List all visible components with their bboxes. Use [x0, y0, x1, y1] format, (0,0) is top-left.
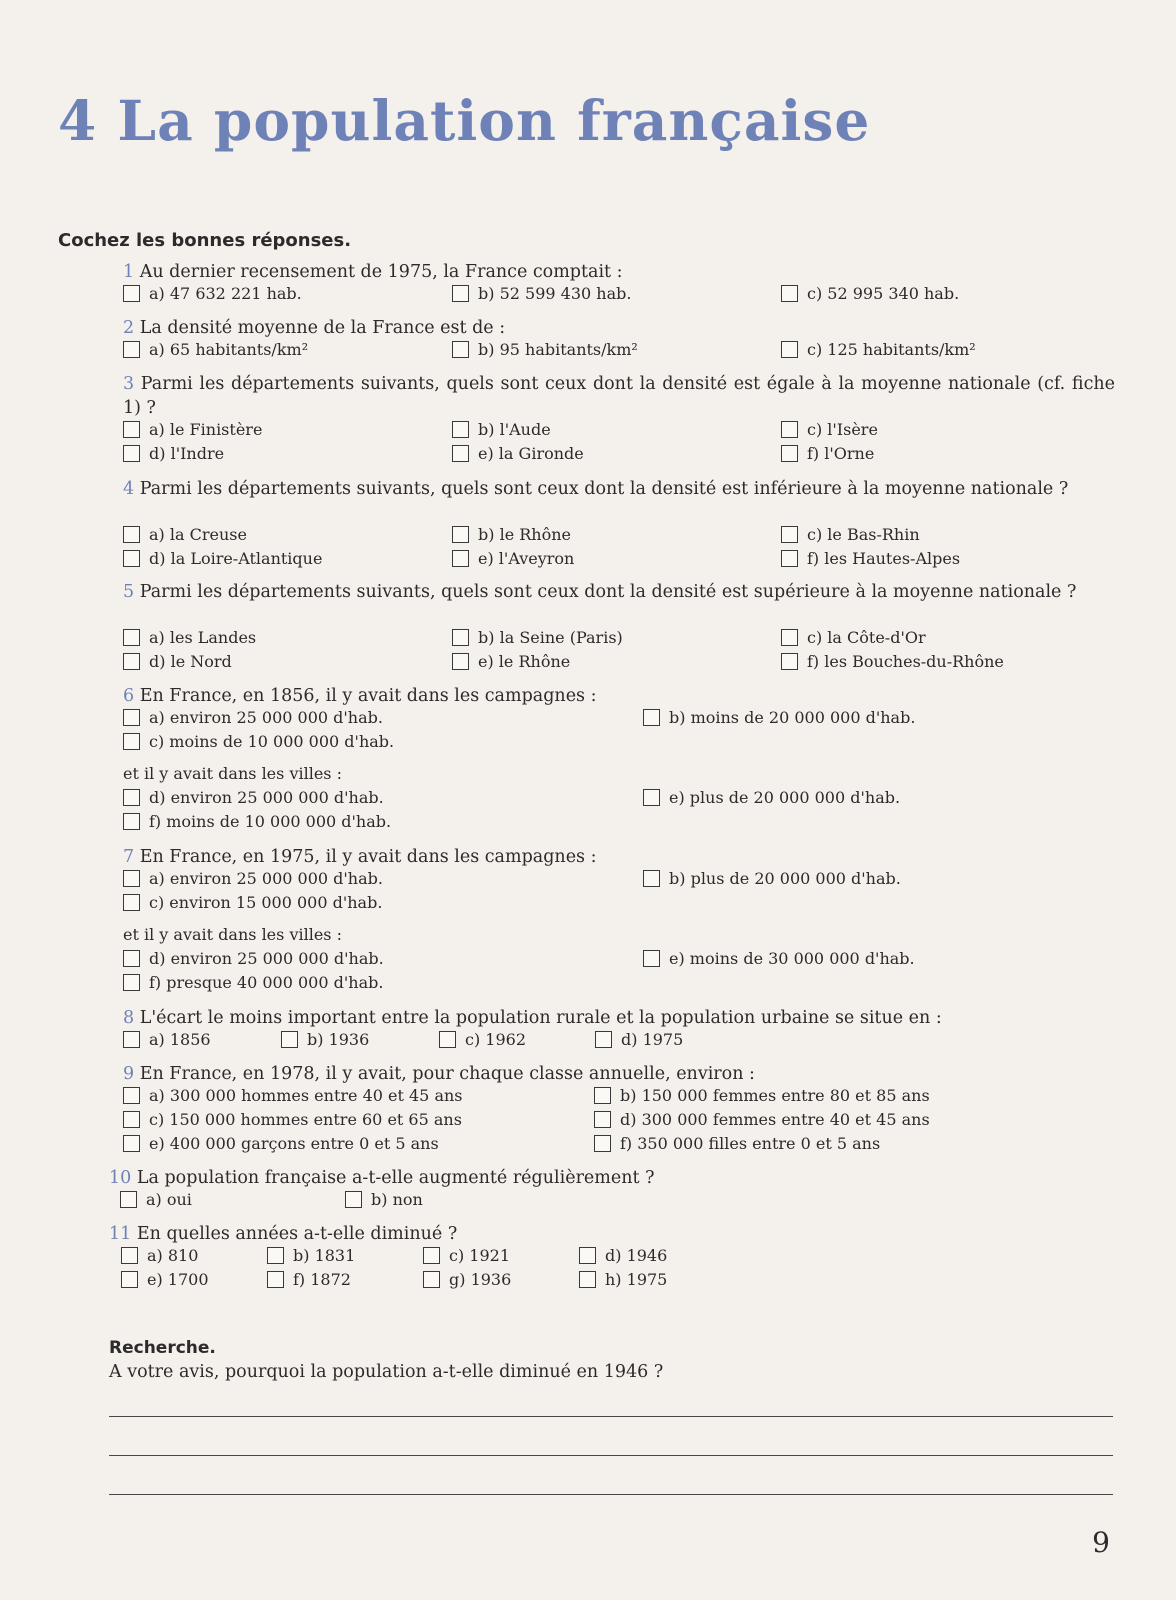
answer-option[interactable]: [121, 1246, 198, 1265]
question-number: 7: [123, 847, 135, 867]
answer-option[interactable]: [594, 1086, 930, 1105]
answer-option[interactable]: [123, 893, 382, 912]
checkbox[interactable]: [781, 526, 798, 543]
option-label: d) le Nord: [149, 652, 232, 671]
answer-option[interactable]: [643, 869, 901, 888]
option-label: f) les Hautes-Alpes: [807, 549, 961, 568]
checkbox[interactable]: [123, 653, 140, 670]
checkbox[interactable]: [123, 341, 140, 358]
answer-option[interactable]: [594, 1110, 930, 1129]
checkbox[interactable]: [594, 1135, 611, 1152]
answer-option[interactable]: [123, 549, 322, 568]
question-text: 4 Parmi les départements suivants, quels sont ceux dont la densité est inférieure à la moyenne nationale ?: [123, 479, 1069, 499]
option-label: h) 1975: [605, 1270, 668, 1289]
answer-option[interactable]: [781, 340, 976, 359]
option-label: c) 52 995 340 hab.: [807, 284, 960, 303]
answer-option[interactable]: [123, 1134, 439, 1153]
checkbox[interactable]: [452, 550, 469, 567]
checkbox[interactable]: [345, 1191, 362, 1208]
checkbox[interactable]: [595, 1031, 612, 1048]
checkbox[interactable]: [643, 789, 660, 806]
option-label: d) environ 25 000 000 d'hab.: [149, 949, 384, 968]
answer-option[interactable]: [345, 1190, 423, 1209]
checkbox[interactable]: [123, 709, 140, 726]
checkbox[interactable]: [643, 870, 660, 887]
question-number: 4: [123, 479, 135, 499]
answer-option[interactable]: [281, 1030, 369, 1049]
question-subtext: et il y avait dans les villes :: [123, 925, 342, 944]
option-label: d) 300 000 femmes entre 40 et 45 ans: [620, 1110, 930, 1129]
checkbox[interactable]: [781, 629, 798, 646]
answer-option[interactable]: [579, 1246, 667, 1265]
answer-option[interactable]: [123, 1110, 462, 1129]
answer-option[interactable]: [123, 420, 262, 439]
question-number: 6: [123, 686, 135, 706]
question-text: 6 En France, en 1856, il y avait dans les campagnes :: [123, 686, 597, 706]
option-label: a) environ 25 000 000 d'hab.: [149, 708, 383, 727]
answer-option[interactable]: [123, 1086, 463, 1105]
answer-option[interactable]: [267, 1246, 355, 1265]
option-label: e) 1700: [147, 1270, 209, 1289]
option-label: b) le Rhône: [478, 525, 571, 544]
option-label: a) oui: [146, 1190, 192, 1209]
option-label: c) 1921: [449, 1246, 511, 1265]
option-label: g) 1936: [449, 1270, 512, 1289]
option-label: a) 300 000 hommes entre 40 et 45 ans: [149, 1086, 463, 1105]
answer-option[interactable]: [123, 949, 384, 968]
checkbox[interactable]: [643, 950, 660, 967]
option-label: d) la Loire-Atlantique: [149, 549, 323, 568]
answer-option[interactable]: [643, 788, 900, 807]
checkbox[interactable]: [579, 1271, 596, 1288]
answer-option[interactable]: [123, 973, 383, 992]
answer-option[interactable]: [123, 1030, 211, 1049]
checkbox[interactable]: [123, 870, 140, 887]
option-label: f) les Bouches-du-Rhône: [807, 652, 1004, 671]
option-label: f) moins de 10 000 000 d'hab.: [149, 812, 392, 831]
answer-option[interactable]: [123, 788, 384, 807]
answer-option[interactable]: [267, 1270, 351, 1289]
answer-option[interactable]: [643, 949, 915, 968]
checkbox[interactable]: [452, 445, 469, 462]
question-number: 1: [123, 262, 135, 282]
answer-option[interactable]: [452, 652, 570, 671]
checkbox[interactable]: [123, 950, 140, 967]
checkbox[interactable]: [452, 341, 469, 358]
question-number: 8: [123, 1008, 135, 1028]
option-label: e) l'Aveyron: [478, 549, 575, 568]
answer-line[interactable]: [109, 1416, 1113, 1417]
checkbox[interactable]: [123, 1031, 140, 1048]
checkbox[interactable]: [452, 653, 469, 670]
checkbox[interactable]: [281, 1031, 298, 1048]
option-label: b) 150 000 femmes entre 80 et 85 ans: [620, 1086, 930, 1105]
answer-option[interactable]: [452, 549, 574, 568]
checkbox[interactable]: [123, 789, 140, 806]
question-text: 7 En France, en 1975, il y avait dans les campagnes :: [123, 847, 597, 867]
option-label: b) la Seine (Paris): [478, 628, 623, 647]
answer-option[interactable]: [423, 1270, 511, 1289]
option-label: f) presque 40 000 000 d'hab.: [149, 973, 384, 992]
option-label: d) l'Indre: [149, 444, 225, 463]
answer-line[interactable]: [109, 1494, 1113, 1495]
answer-option[interactable]: [452, 525, 571, 544]
answer-option[interactable]: [123, 525, 247, 544]
checkbox[interactable]: [452, 285, 469, 302]
option-label: c) l'Isère: [807, 420, 878, 439]
option-label: a) 1856: [149, 1030, 211, 1049]
answer-option[interactable]: [781, 284, 959, 303]
question-text: 3 Parmi les départements suivants, quels sont ceux dont la densité est égale à la moyenne nationale (cf. fiche 1) ?: [123, 374, 1115, 418]
question-text: 2 La densité moyenne de la France est de :: [123, 318, 506, 338]
checkbox[interactable]: [123, 550, 140, 567]
question-number: 3: [123, 374, 135, 394]
checkbox[interactable]: [643, 709, 660, 726]
checkbox[interactable]: [781, 421, 798, 438]
checkbox[interactable]: [452, 526, 469, 543]
checkbox[interactable]: [594, 1111, 611, 1128]
question-text: 1 Au dernier recensement de 1975, la France comptait :: [123, 262, 623, 282]
option-label: a) 810: [147, 1246, 199, 1265]
option-label: d) environ 25 000 000 d'hab.: [149, 788, 384, 807]
question-subtext: et il y avait dans les villes :: [123, 764, 342, 783]
answer-option[interactable]: [123, 628, 256, 647]
question-text: 8 L'écart le moins important entre la population rurale et la population urbaine se situe en :: [123, 1008, 942, 1028]
option-label: a) environ 25 000 000 d'hab.: [149, 869, 383, 888]
checkbox[interactable]: [594, 1087, 611, 1104]
checkbox[interactable]: [123, 1135, 140, 1152]
answer-option[interactable]: [579, 1270, 667, 1289]
answer-option[interactable]: [452, 628, 623, 647]
checkbox[interactable]: [123, 1087, 140, 1104]
checkbox[interactable]: [123, 1111, 140, 1128]
answer-option[interactable]: [123, 869, 383, 888]
checkbox[interactable]: [423, 1247, 440, 1264]
answer-option[interactable]: [781, 525, 920, 544]
option-label: b) 95 habitants/km²: [478, 340, 638, 359]
option-label: d) 1946: [605, 1246, 668, 1265]
answer-option[interactable]: [781, 652, 1004, 671]
option-label: b) plus de 20 000 000 d'hab.: [669, 869, 901, 888]
checkbox[interactable]: [123, 445, 140, 462]
question-text: 9 En France, en 1978, il y avait, pour chaque classe annuelle, environ :: [123, 1064, 755, 1084]
checkbox[interactable]: [452, 629, 469, 646]
option-label: c) 150 000 hommes entre 60 et 65 ans: [149, 1110, 462, 1129]
checkbox[interactable]: [123, 813, 140, 830]
option-label: c) 1962: [465, 1030, 527, 1049]
question-number: 9: [123, 1064, 135, 1084]
answer-option[interactable]: [781, 628, 926, 647]
checkbox[interactable]: [121, 1271, 138, 1288]
answer-option[interactable]: [781, 549, 960, 568]
answer-option[interactable]: [781, 420, 878, 439]
option-label: c) environ 15 000 000 d'hab.: [149, 893, 383, 912]
checkbox[interactable]: [452, 421, 469, 438]
answer-option[interactable]: [452, 420, 551, 439]
answer-option[interactable]: [123, 732, 394, 751]
answer-option[interactable]: [423, 1246, 510, 1265]
option-label: b) 1936: [307, 1030, 370, 1049]
answer-option[interactable]: [123, 284, 302, 303]
checkbox[interactable]: [120, 1191, 137, 1208]
answer-option[interactable]: [595, 1030, 683, 1049]
option-label: f) 350 000 filles entre 0 et 5 ans: [620, 1134, 881, 1153]
option-label: a) la Creuse: [149, 525, 247, 544]
question-number: 11: [109, 1224, 132, 1244]
option-label: b) 52 599 430 hab.: [478, 284, 632, 303]
answer-option[interactable]: [120, 1190, 192, 1209]
checkbox[interactable]: [579, 1247, 596, 1264]
option-label: b) non: [371, 1190, 423, 1209]
checkbox[interactable]: [781, 445, 798, 462]
checkbox[interactable]: [121, 1247, 138, 1264]
checkbox[interactable]: [123, 421, 140, 438]
checkbox[interactable]: [423, 1271, 440, 1288]
page-number: 9: [1092, 1526, 1110, 1559]
option-label: d) 1975: [621, 1030, 684, 1049]
checkbox[interactable]: [123, 526, 140, 543]
option-label: b) moins de 20 000 000 d'hab.: [669, 708, 916, 727]
option-label: e) plus de 20 000 000 d'hab.: [669, 788, 901, 807]
question-text: 11 En quelles années a-t-elle diminué ?: [109, 1224, 458, 1244]
option-label: b) l'Aude: [478, 420, 551, 439]
option-label: b) 1831: [293, 1246, 356, 1265]
option-label: a) 65 habitants/km²: [149, 340, 309, 359]
option-label: a) 47 632 221 hab.: [149, 284, 302, 303]
option-label: c) moins de 10 000 000 d'hab.: [149, 732, 395, 751]
checkbox[interactable]: [781, 341, 798, 358]
checkbox[interactable]: [123, 629, 140, 646]
answer-option[interactable]: [452, 340, 638, 359]
answer-option[interactable]: [452, 284, 631, 303]
answer-option[interactable]: [123, 340, 308, 359]
option-label: e) la Gironde: [478, 444, 584, 463]
option-label: f) l'Orne: [807, 444, 875, 463]
option-label: a) les Landes: [149, 628, 257, 647]
option-label: c) 125 habitants/km²: [807, 340, 976, 359]
checkbox[interactable]: [267, 1247, 284, 1264]
recherche-title: Recherche.: [109, 1338, 216, 1358]
checkbox[interactable]: [781, 653, 798, 670]
answer-line[interactable]: [109, 1455, 1113, 1456]
checkbox[interactable]: [267, 1271, 284, 1288]
answer-option[interactable]: [123, 652, 232, 671]
question-number: 5: [123, 582, 135, 602]
answer-option[interactable]: [594, 1134, 880, 1153]
checkbox[interactable]: [123, 733, 140, 750]
question-text: 10 La population française a-t-elle augmenté régulièrement ?: [109, 1168, 655, 1188]
answer-option[interactable]: [439, 1030, 526, 1049]
option-label: e) 400 000 garçons entre 0 et 5 ans: [149, 1134, 439, 1153]
answer-option[interactable]: [123, 812, 391, 831]
question-number: 2: [123, 318, 135, 338]
recherche-question: A votre avis, pourquoi la population a-t-elle diminué en 1946 ?: [109, 1362, 664, 1382]
answer-option[interactable]: [123, 708, 383, 727]
answer-option[interactable]: [452, 444, 584, 463]
checkbox[interactable]: [123, 894, 140, 911]
question-text: 5 Parmi les départements suivants, quels sont ceux dont la densité est supérieure à la moyenne nationale ?: [123, 582, 1077, 602]
page-title: 4 La population française: [58, 88, 871, 153]
option-label: c) le Bas-Rhin: [807, 525, 920, 544]
checkbox[interactable]: [781, 550, 798, 567]
option-label: e) moins de 30 000 000 d'hab.: [669, 949, 915, 968]
option-label: f) 1872: [293, 1270, 351, 1289]
instruction: Cochez les bonnes réponses.: [58, 230, 352, 251]
answer-option[interactable]: [643, 708, 915, 727]
question-number: 10: [109, 1168, 132, 1188]
option-label: c) la Côte-d'Or: [807, 628, 926, 647]
answer-option[interactable]: [121, 1270, 209, 1289]
option-label: a) le Finistère: [149, 420, 263, 439]
answer-option[interactable]: [123, 444, 224, 463]
checkbox[interactable]: [781, 285, 798, 302]
option-label: e) le Rhône: [478, 652, 571, 671]
answer-option[interactable]: [781, 444, 874, 463]
checkbox[interactable]: [123, 974, 140, 991]
checkbox[interactable]: [123, 285, 140, 302]
checkbox[interactable]: [439, 1031, 456, 1048]
